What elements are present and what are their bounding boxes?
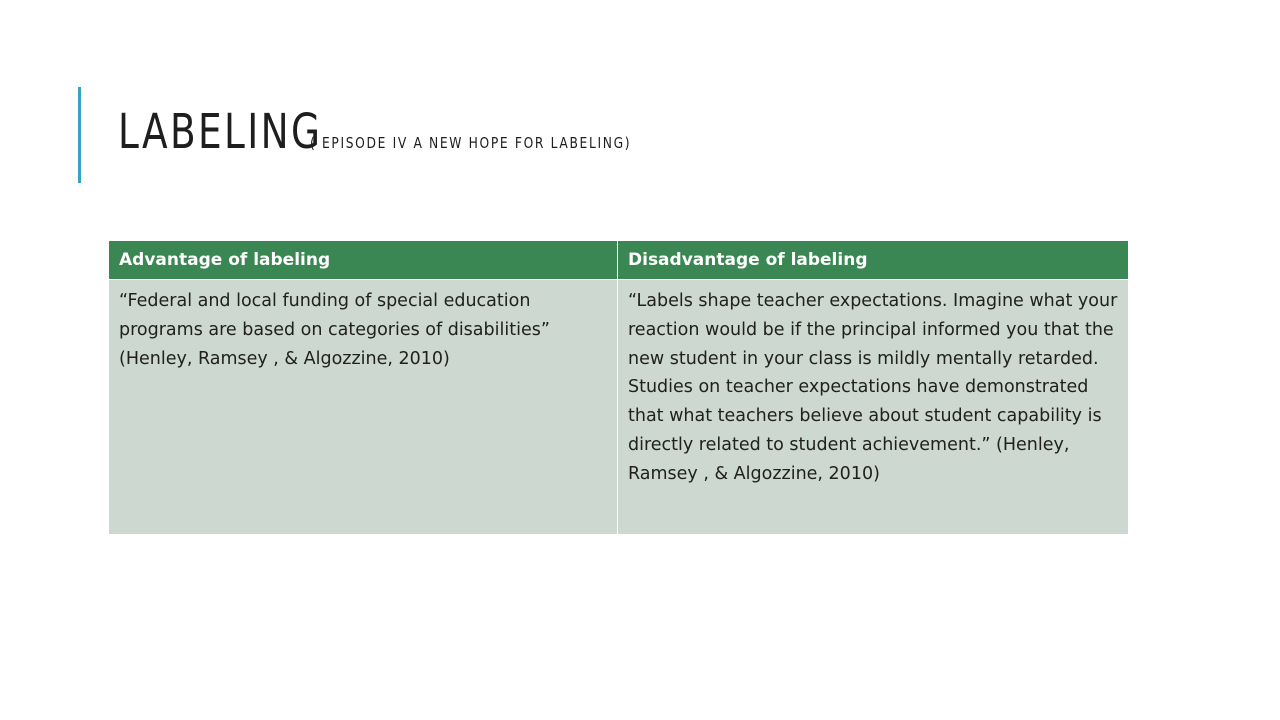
header-disadvantage: Disadvantage of labeling <box>618 241 1129 280</box>
labeling-table <box>108 240 1129 535</box>
header-advantage: Advantage of labeling <box>109 241 618 280</box>
title-accent-bar <box>78 87 81 183</box>
table-row <box>109 280 1129 535</box>
slide-title-block <box>118 104 702 160</box>
slide-subtitle: ( EPISODE IV A NEW HOPE FOR LABELING) <box>309 134 632 152</box>
slide-title: LABELING <box>118 104 323 160</box>
cell-disadvantage-text: “Labels shape teacher expectations. Imagine what your reaction would be if the principal informed you that the new student in your class is mildly mentally retarded. Studies on teacher expectations have demonstrated that what teachers believe about student capability is directly related to student achievement.” (Henley, Ramsey , & Algozzine, 2010) <box>618 280 1129 535</box>
table-header-row <box>109 241 1129 280</box>
cell-advantage-text: “Federal and local funding of special education programs are based on categories of disabilities” (Henley, Ramsey , & Algozzine, 2010) <box>109 280 618 535</box>
